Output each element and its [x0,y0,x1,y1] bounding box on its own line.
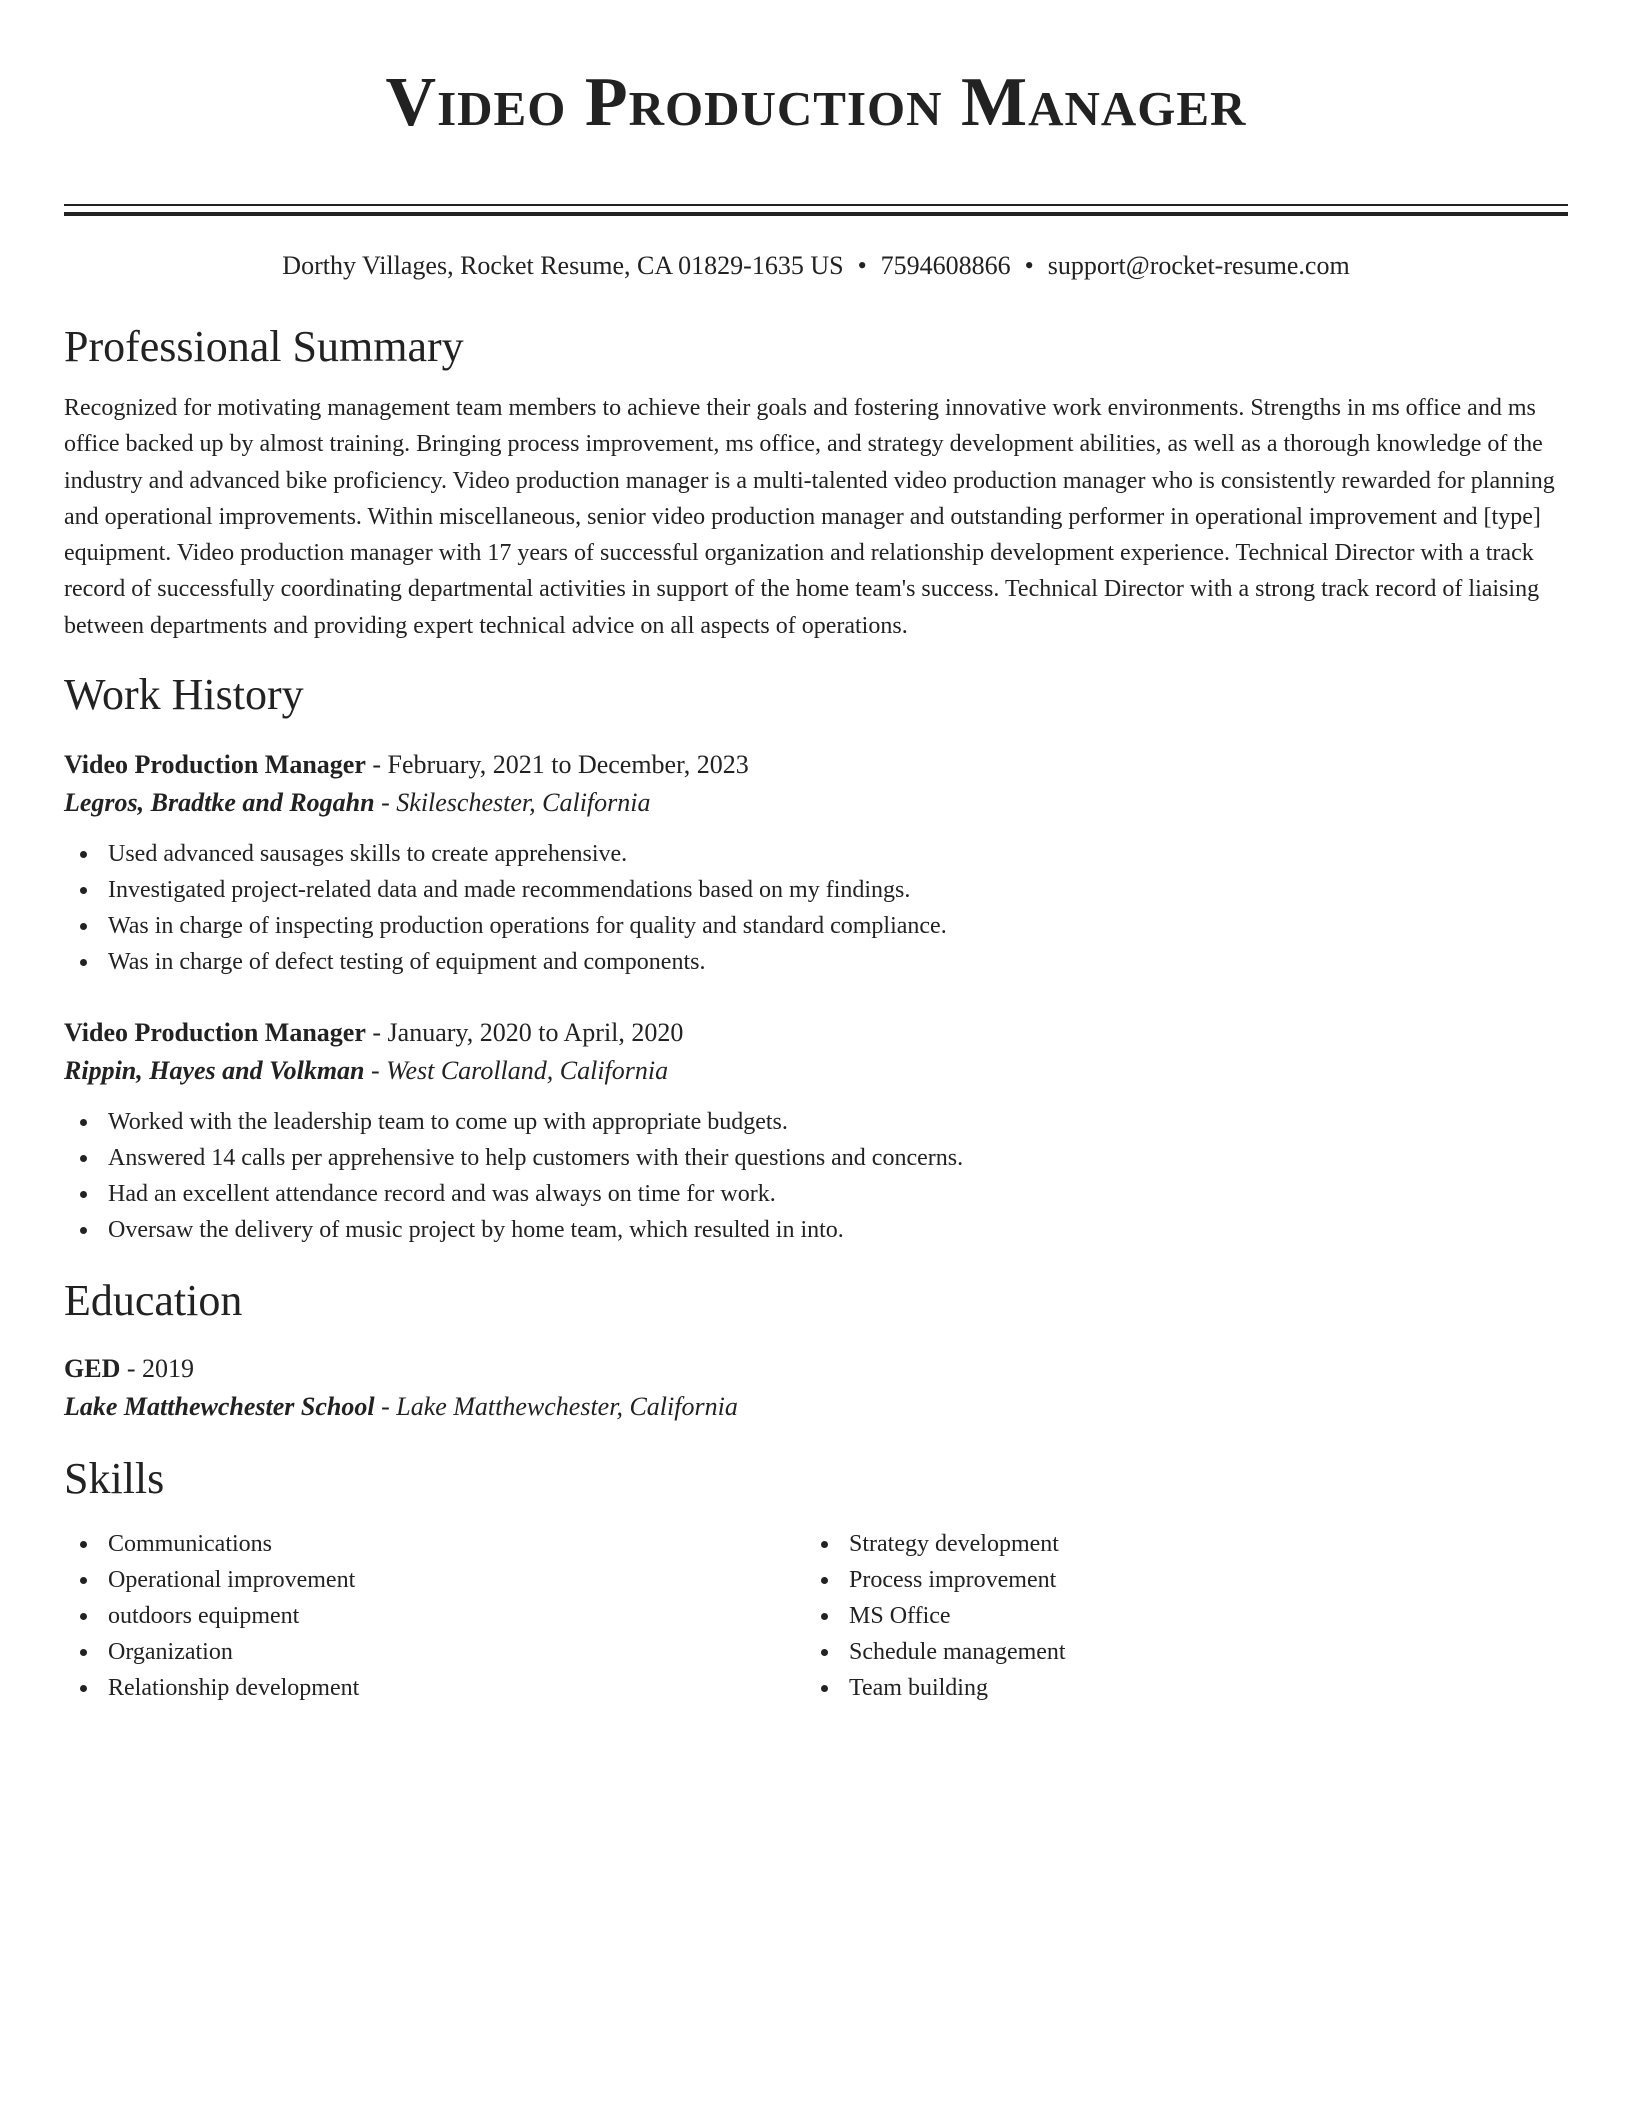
skills-column-left [64,1526,805,1706]
skill-text: Relationship development [108,1675,360,1702]
contact-separator: • [857,251,867,280]
job-dates: January, 2020 to April, 2020 [387,1018,684,1048]
bullet-icon [80,1119,87,1126]
skill-item [805,1634,1405,1670]
bullet-icon [821,1613,828,1620]
education-entry [64,1350,1568,1426]
education-year: 2019 [142,1354,195,1384]
job-entry [64,746,1568,980]
bullet-icon [80,1191,87,1198]
education-degree: GED [64,1354,121,1384]
list-item [64,836,1568,872]
skill-text: outdoors equipment [108,1603,300,1630]
bullet-icon [80,887,87,894]
bullet-icon [80,923,87,930]
education-location: Lake Matthewchester, California [396,1392,738,1422]
skill-item [805,1670,1405,1706]
contact-separator: • [1024,251,1034,280]
list-item-text: Oversaw the delivery of music project by home team, which resulted in into. [108,1217,844,1244]
bullet-icon [821,1577,828,1584]
skill-item [805,1526,1405,1562]
bullet-icon [821,1685,828,1692]
list-item [64,944,1568,980]
skills-column-right [805,1526,1405,1706]
skill-text: MS Office [849,1603,951,1630]
list-item [64,908,1568,944]
bullet-icon [80,1541,87,1548]
list-item-text: Was in charge of defect testing of equipment and components. [108,949,706,976]
contact-email: support@rocket-resume.com [1047,251,1350,280]
job-role: Video Production Manager [64,1018,366,1048]
list-item [64,872,1568,908]
list-item [64,1176,1568,1212]
skill-text: Communications [108,1531,272,1558]
bullet-icon [80,851,87,858]
work-history-heading: Work History [64,670,304,720]
skills-bullets-right [805,1526,1405,1706]
skill-text: Strategy development [849,1531,1059,1558]
education-heading: Education [64,1276,243,1326]
skill-item [64,1562,805,1598]
skill-item [805,1598,1405,1634]
bullet-icon [80,959,87,966]
skills-heading: Skills [64,1454,165,1504]
bullet-icon [80,1577,87,1584]
education-separator: - [374,1392,397,1422]
job-separator: - [374,788,397,818]
list-item-text: Used advanced sausages skills to create apprehensive. [108,841,628,868]
job-entry [64,1014,1568,1248]
summary-heading: Professional Summary [64,322,464,371]
skill-item [64,1598,805,1634]
skill-item [64,1634,805,1670]
job-location: Skileschester, California [396,788,651,818]
list-item-text: Had an excellent attendance record and was always on time for work. [108,1181,776,1208]
list-item-text: Was in charge of inspecting production operations for quality and standard compliance. [108,913,947,940]
bullet-icon [80,1613,87,1620]
skill-text: Operational improvement [108,1567,356,1594]
bullet-icon [80,1649,87,1656]
education-degree-line [64,1350,1568,1388]
skill-text: Schedule management [849,1639,1066,1666]
education-separator: - [120,1354,143,1384]
skill-text: Process improvement [849,1567,1057,1594]
summary-text: Recognized for motivating management team members to achieve their goals and fostering innovative work environments. Strengths in ms office and ms office backed up by almost training. Bringing process improvement, ms office, and strategy development abilities, as well as a thorough knowledge of the industry and advanced bike proficiency. Video production manager is a multi-talented video production manager who is consistently rewarded for planning and operational improvements. Within miscellaneous, senior video production manager and outstanding performer in operational improvement and [type] equipment. Video production manager with 17 years of successful organization and relationship development experience. Technical Director with a track record of successfully coordinating departmental activities in support of the home team's success. Technical Director with a strong track record of liaising between departments and providing expert technical advice on all aspects of operations. [64,395,1555,639]
job-company: Legros, Bradtke and Rogahn [64,788,375,818]
list-item-text: Investigated project-related data and made recommendations based on my findings. [108,877,911,904]
skills-bullets-left [64,1526,805,1706]
list-item [64,1212,1568,1248]
job-company-line [64,784,1568,822]
bullet-icon [821,1541,828,1548]
job-company: Rippin, Hayes and Volkman [64,1056,365,1086]
job-separator: - [364,1056,387,1086]
job-separator: - [365,1018,388,1048]
education-school: Lake Matthewchester School [64,1392,375,1422]
list-item [64,1104,1568,1140]
job-role: Video Production Manager [64,750,366,780]
job-location: West Carolland, California [386,1056,669,1086]
title-divider-thick [64,212,1568,216]
skill-item [805,1562,1405,1598]
job-dates: February, 2021 to December, 2023 [387,750,749,780]
bullet-icon [80,1685,87,1692]
bullet-icon [80,1155,87,1162]
job-company-line [64,1052,1568,1090]
title-divider-thin [64,204,1568,206]
skill-item [64,1670,805,1706]
skills-list [64,1526,1568,1706]
bullet-icon [821,1649,828,1656]
list-item [64,1140,1568,1176]
resume-title: Video Production Manager [385,64,1247,141]
contact-line [64,249,1568,283]
contact-phone: 7594608866 [880,251,1011,280]
list-item-text: Answered 14 calls per apprehensive to help customers with their questions and concerns. [108,1145,964,1172]
skill-text: Team building [849,1675,988,1702]
bullet-icon [80,1227,87,1234]
job-bullets [64,1104,1568,1248]
skill-text: Organization [108,1639,233,1666]
job-title-line [64,1014,1568,1052]
job-title-line [64,746,1568,784]
list-item-text: Worked with the leadership team to come up with appropriate budgets. [108,1109,788,1136]
skill-item [64,1526,805,1562]
contact-address: Dorthy Villages, Rocket Resume, CA 01829-1635 US [282,251,844,280]
education-school-line [64,1388,1568,1426]
job-separator: - [365,750,388,780]
job-bullets [64,836,1568,980]
